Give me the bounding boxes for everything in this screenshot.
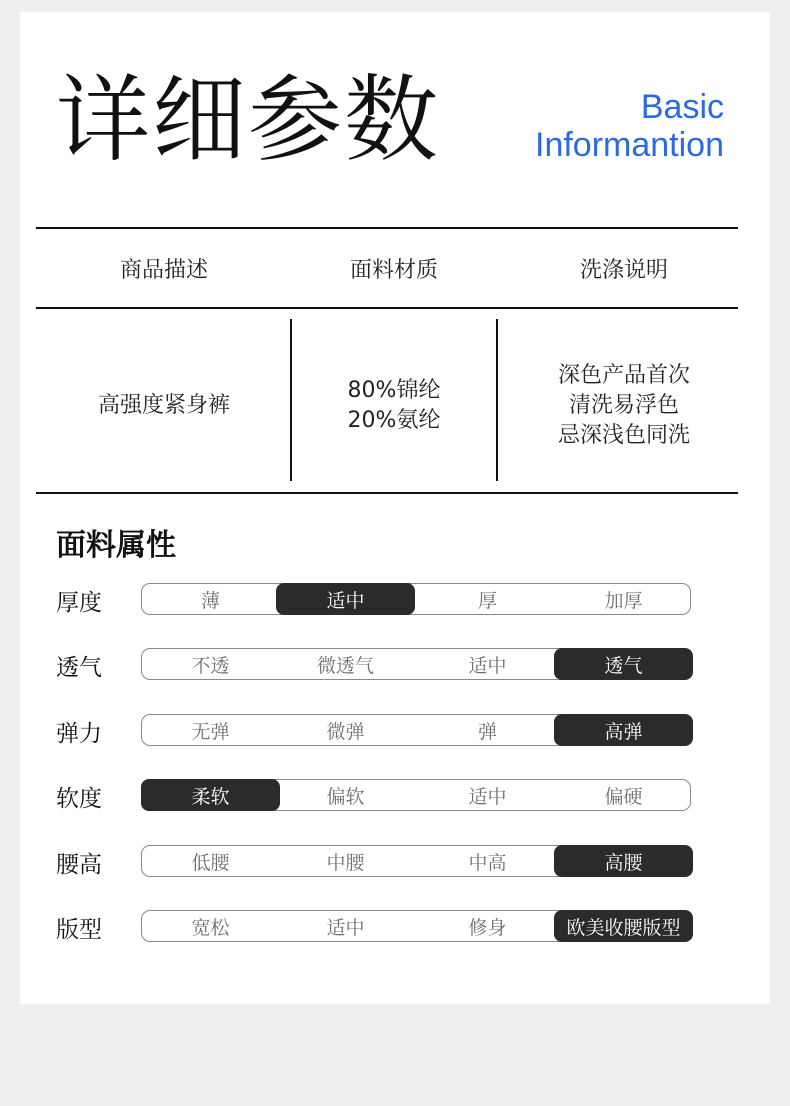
washing-line-3: 忌深浅色同洗 <box>557 423 690 448</box>
option-breathability-2: 适中 <box>468 654 507 677</box>
option-elasticity-1: 微弹 <box>326 720 365 743</box>
option-waist-height-2: 中高 <box>468 851 507 874</box>
scale-softness <box>141 779 691 811</box>
option-elasticity-2: 弹 <box>477 720 497 743</box>
option-breathability-1: 微透气 <box>316 654 374 677</box>
option-thickness-2: 厚 <box>477 589 497 612</box>
attr-label-thickness: 厚度 <box>56 590 102 616</box>
attr-label-breathability: 透气 <box>56 655 102 681</box>
washing-line-1: 深色产品首次 <box>557 363 690 388</box>
attr-label-elasticity: 弹力 <box>56 721 102 747</box>
scale-fit <box>141 910 691 942</box>
option-breathability-3-selected: 透气 <box>554 648 693 680</box>
attr-label-waist-height: 腰高 <box>56 852 102 878</box>
subtitle-line-1: Basic <box>640 88 724 126</box>
cell-washing <box>507 320 741 492</box>
option-fit-2: 修身 <box>468 916 507 939</box>
option-thickness-0: 薄 <box>200 589 220 612</box>
page-subtitle <box>535 88 724 164</box>
scale-waist-height <box>141 845 691 877</box>
cell-description <box>47 320 281 492</box>
header-material: 面料材质 <box>349 257 438 283</box>
description-text: 高强度紧身裤 <box>97 393 230 418</box>
option-breathability-0: 不透 <box>191 654 230 677</box>
option-fit-0: 宽松 <box>191 916 230 939</box>
option-softness-0-selected: 柔软 <box>141 779 280 811</box>
table-bottom-rule <box>36 492 738 494</box>
option-elasticity-3-selected: 高弹 <box>554 714 693 746</box>
header-description: 商品描述 <box>119 257 208 283</box>
option-fit-1: 适中 <box>326 916 365 939</box>
scale-thickness <box>141 583 691 615</box>
page-title: 详细参数 <box>56 66 441 175</box>
washing-line-2: 清洗易浮色 <box>568 393 679 418</box>
cell-material <box>277 320 511 492</box>
material-line-2: 20%氨纶 <box>347 408 441 433</box>
option-waist-height-1: 中腰 <box>326 851 365 874</box>
option-softness-2: 适中 <box>468 785 507 808</box>
option-fit-3-selected: 欧美收腰版型 <box>554 910 693 942</box>
option-waist-height-3-selected: 高腰 <box>554 845 693 877</box>
option-softness-1: 偏软 <box>326 785 365 808</box>
scale-elasticity <box>141 714 691 746</box>
attr-label-softness: 软度 <box>56 786 102 812</box>
option-waist-height-0: 低腰 <box>191 851 230 874</box>
spec-card <box>20 12 770 1004</box>
option-elasticity-0: 无弹 <box>191 720 230 743</box>
section-title: 面料属性 <box>56 528 176 563</box>
option-thickness-1-selected: 适中 <box>276 583 415 615</box>
material-line-1: 80%锦纶 <box>347 378 441 403</box>
subtitle-line-2: Informantion <box>535 126 724 164</box>
attr-label-fit: 版型 <box>56 917 102 943</box>
scale-breathability <box>141 648 691 680</box>
option-thickness-3: 加厚 <box>604 589 643 612</box>
option-softness-3: 偏硬 <box>604 785 643 808</box>
header-washing: 洗涤说明 <box>579 257 668 283</box>
